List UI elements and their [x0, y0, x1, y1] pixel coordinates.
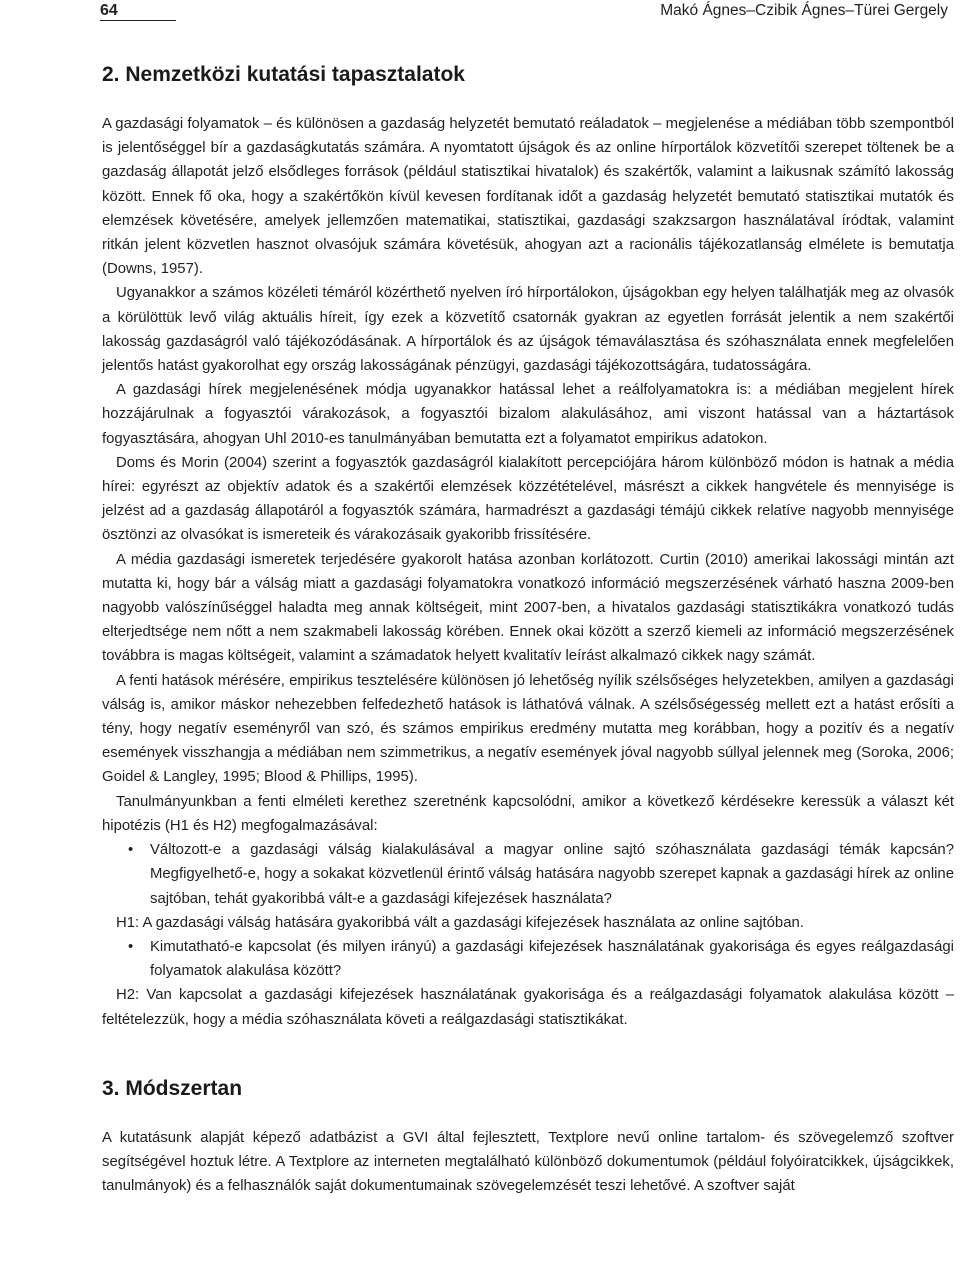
research-question-text: Változott-e a gazdasági válság kialakulásával a magyar online sajtó szóhasználata gazdasági témák kapcsán? Megfigyelhető-e, hogy a sokakat közvetlenül érintő válság hatására nagyobb szerepet kapnak a gazdasági hírek az online sajtóban, tehát gyakoribbá vált-e a gazdasági kifejezések használata? [150, 842, 954, 907]
section-heading-2: 2. Nemzetközi kutatási tapasztalatok [102, 63, 465, 86]
page-body [102, 60, 954, 1198]
research-question-text: Kimutatható-e kapcsolat (és milyen irányú) a gazdasági kifejezések használatának gyakorisága és egyes reálgazdasági folyamatok alakulása között? [150, 938, 954, 980]
page-number: 64 [100, 2, 118, 19]
body-paragraph: Tanulmányunkban a fenti elméleti kerethez szeretnénk kapcsolódni, amikor a következő kérdésekre keressük a választ két hipotézis (H1 és H2) megfogalmazásával: [102, 793, 954, 834]
body-paragraph: A gazdasági hírek megjelenésének módja ugyanakkor hatással lehet a reálfolyamatokra is: a médiában megjelent hírek hozzájárulnak a fogyasztói várakozások, a fogyasztói bizalom alakulásához, ami viszont hatással van a háztartások fogyasztására, ahogyan Uhl 2010-es tanulmányában bemutatta ezt a folyamatot empirikus adatokon. [102, 382, 954, 447]
body-paragraph: A média gazdasági ismeretek terjedésére gyakorolt hatása azonban korlátozott. Curtin (2010) amerikai lakossági mintán azt mutatta ki, hogy bár a válság miatt a gazdasági folyamatokra vonatkozó információ megszerzésének várható haszna 2009-ben nagyobb valószínűséggel haladta meg annak költségeit, mint 2007-ben, a hivatalos gazdasági statisztikákra vonatkozó tudás elterjedtsége nem nőtt a nem szakmabeli lakosság körében. Ennek okai között a szerző kiemeli az információ megszerzésének továbbra is magas költségeit, valamint a számadatok helyett kvalitatív leírást alkalmazó cikkek nagy számát. [102, 551, 954, 665]
bullet-marker: • [128, 938, 134, 955]
research-question-item [102, 838, 954, 911]
body-paragraph: Doms és Morin (2004) szerint a fogyasztók gazdaságról kialakított percepciójára három különböző módon is hatnak a média hírei: egyrészt az objektív adatok és a szakértői elemzések közzétételével, másrészt a cikkek hangvétele és mennyisége is jelzést ad a gazdaság állapotáról a fogyasztók számára, harmadrészt a gazdasági témájú cikkek relatíve nagyobb mennyisége ösztönzi az olvasókat is ismereteik és várakozásaik gyakoribb frissítésére. [102, 454, 954, 544]
body-paragraph: Ugyanakkor a számos közéleti témáról közérthető nyelven író hírportálokon, újságokban egy helyen találhatják meg az olvasók a körülöttük levő világ aktuális híreit, így ezek a közvetítő csatornák gyakran az egyetlen forrását jelentik a nem szakértői lakosság gazdaságról való tájékozódásának. A hírportálok és az újságok témaválasztása és szóhasználata ennek megfelelően jelentős hatást gyakorolhat egy ország lakosságának pénzügyi, gazdasági tájékozottságára, tudatosságára. [102, 285, 954, 375]
body-paragraph: A fenti hatások mérésére, empirikus tesztelésére különösen jó lehetőség nyílik szélsőséges helyzetekben, amilyen a gazdasági válság is, amikor máskor nehezebben felfedezhető hatások is láthatóvá válnak. A szélsőségesség mellett ezt a hatást erősíti a tény, hogy negatív eseményről van szó, és számos empirikus eredmény mutatta meg korábban, hogy a pozitív és a negatív események visszhangja a médiában nem szimmetrikus, a negatív események jóval nagyobb súllyal jelennek meg (Soroka, 2006; Goidel & Langley, 1995; Blood & Phillips, 1995). [102, 672, 954, 786]
research-question-list [102, 838, 954, 911]
hypothesis-h2: H2: Van kapcsolat a gazdasági kifejezések használatának gyakorisága és a reálgazdasági folyamatok alakulása között – feltételezzük, hogy a média szóhasználata követi a reálgazdasági statisztikákat. [102, 987, 954, 1028]
body-paragraph: A gazdasági folyamatok – és különösen a gazdaság helyzetét bemutató reáladatok – megjelenése a médiában több szempontból is jelentőséggel bír a gazdaságkutatás számára. A nyomtatott újságok és az online hírportálok közvetítői szerepet töltenek be a gazdaság állapotát jelző elsődleges források (például statisztikai hivatalok) és szakértők, valamint a laikusnak számító lakosság között. Ennek fő oka, hogy a szakértőkön kívül kevesen fordítanak időt a gazdaság helyzetét bemutató statisztikai mutatók és elemzések követésére, amelyek jellemzően matematikai, statisztikai, gazdasági szakzsargon használatával íródtak, valamint ritkán jelent közvetlen hasznot olvasójuk számára követésük, ahogyan azt a racionális tájékozatlanság elmélete is bemutatja (Downs, 1957). [102, 116, 954, 278]
section-heading-3: 3. Módszertan [102, 1076, 243, 1100]
header-rule [100, 20, 176, 21]
bullet-marker: • [128, 842, 134, 859]
research-question-list [102, 935, 954, 983]
page-header [0, 0, 960, 24]
running-head-authors: Makó Ágnes–Czibik Ágnes–Türei Gergely [660, 2, 948, 19]
research-question-item [102, 935, 954, 983]
hypothesis-h1: H1: A gazdasági válság hatására gyakoribbá vált a gazdasági kifejezések használata az online sajtóban. [116, 914, 804, 931]
body-paragraph: A kutatásunk alapját képező adatbázist a GVI által fejlesztett, Textplore nevű online tartalom- és szövegelemző szoftver segítségével hoztuk létre. A Textplore az interneten megtalálható különböző dokumentumok (például folyóiratcikkek, újságcikkek, tanulmányok) és a felhasználók saját dokumentumainak szövegelemzését teszi lehetővé. A szoftver saját [102, 1129, 954, 1195]
